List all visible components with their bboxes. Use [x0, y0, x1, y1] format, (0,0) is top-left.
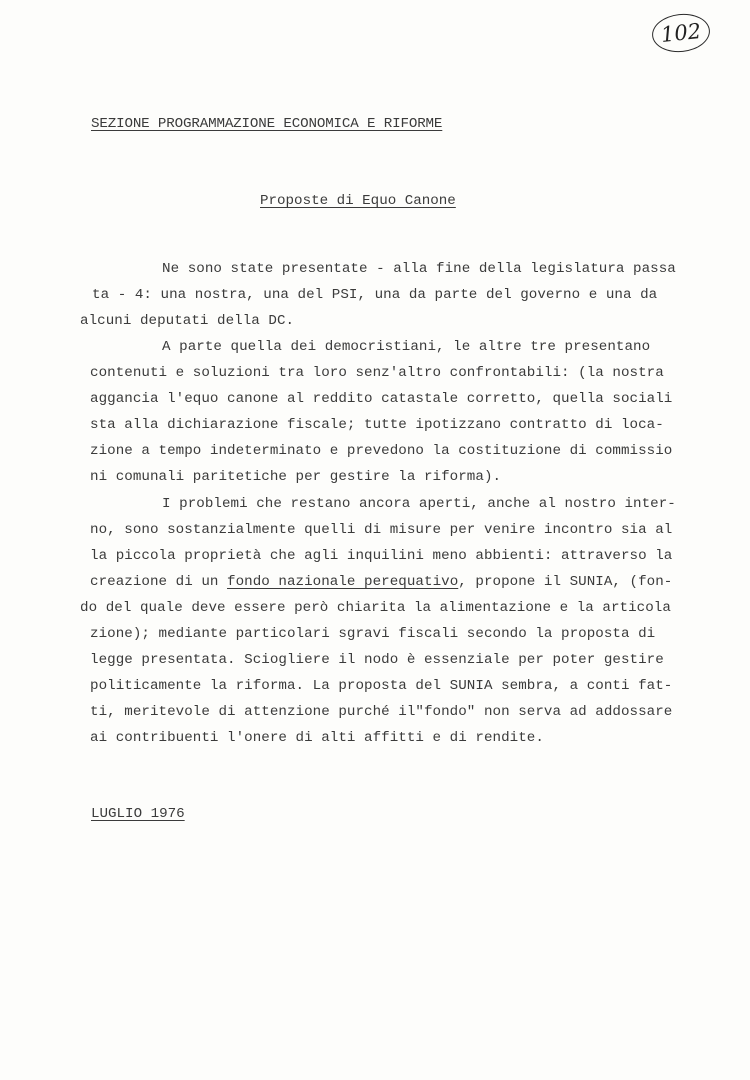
text-line: legge presentata. Sciogliere il nodo è essenziale per poter gestire	[90, 652, 664, 668]
text-line: contenuti e soluzioni tra loro senz'altro confrontabili: (la nostra	[90, 365, 664, 381]
text-line: ti, meritevole di attenzione purché il"fondo" non serva ad addossare	[90, 704, 673, 720]
text-line: zione); mediante particolari sgravi fiscali secondo la proposta di	[90, 626, 656, 642]
text-line: alcuni deputati della DC.	[80, 313, 295, 329]
underlined-phrase: fondo nazionale perequativo	[227, 574, 459, 590]
text-line: ai contribuenti l'onere di alti affitti e di rendite.	[90, 730, 544, 746]
section-heading: SEZIONE PROGRAMMAZIONE ECONOMICA E RIFORME	[91, 116, 443, 132]
text-segment: , propone il SUNIA, (fon-	[458, 574, 673, 590]
text-line: zione a tempo indeterminato e prevedono la costituzione di commissio	[90, 443, 673, 459]
text-segment: creazione di un	[90, 574, 228, 590]
text-line	[90, 573, 672, 591]
text-line: politicamente la riforma. La proposta del SUNIA sembra, a conti fat-	[90, 678, 673, 694]
text-line: la piccola proprietà che agli inquilini meno abbienti: attraverso la	[90, 548, 673, 564]
document-date: LUGLIO 1976	[91, 806, 185, 822]
text-line: A parte quella dei democristiani, le altre tre presentano	[162, 339, 651, 355]
document-title: Proposte di Equo Canone	[260, 193, 456, 209]
text-line: ni comunali paritetiche per gestire la riforma).	[90, 469, 502, 485]
text-line: I problemi che restano ancora aperti, anche al nostro inter-	[162, 496, 676, 512]
text-line: no, sono sostanzialmente quelli di misure per venire incontro sia al	[90, 522, 673, 538]
text-line: sta alla dichiarazione fiscale; tutte ipotizzano contratto di loca-	[90, 417, 664, 433]
page-number-stamp: 102	[650, 11, 712, 55]
text-line: ta - 4: una nostra, una del PSI, una da parte del governo e una da	[92, 287, 658, 303]
text-line: do del quale deve essere però chiarita la alimentazione e la articola	[80, 600, 671, 616]
text-line: aggancia l'equo canone al reddito catastale corretto, quella sociali	[90, 391, 673, 407]
text-line: Ne sono state presentate - alla fine della legislatura passa	[162, 261, 676, 277]
